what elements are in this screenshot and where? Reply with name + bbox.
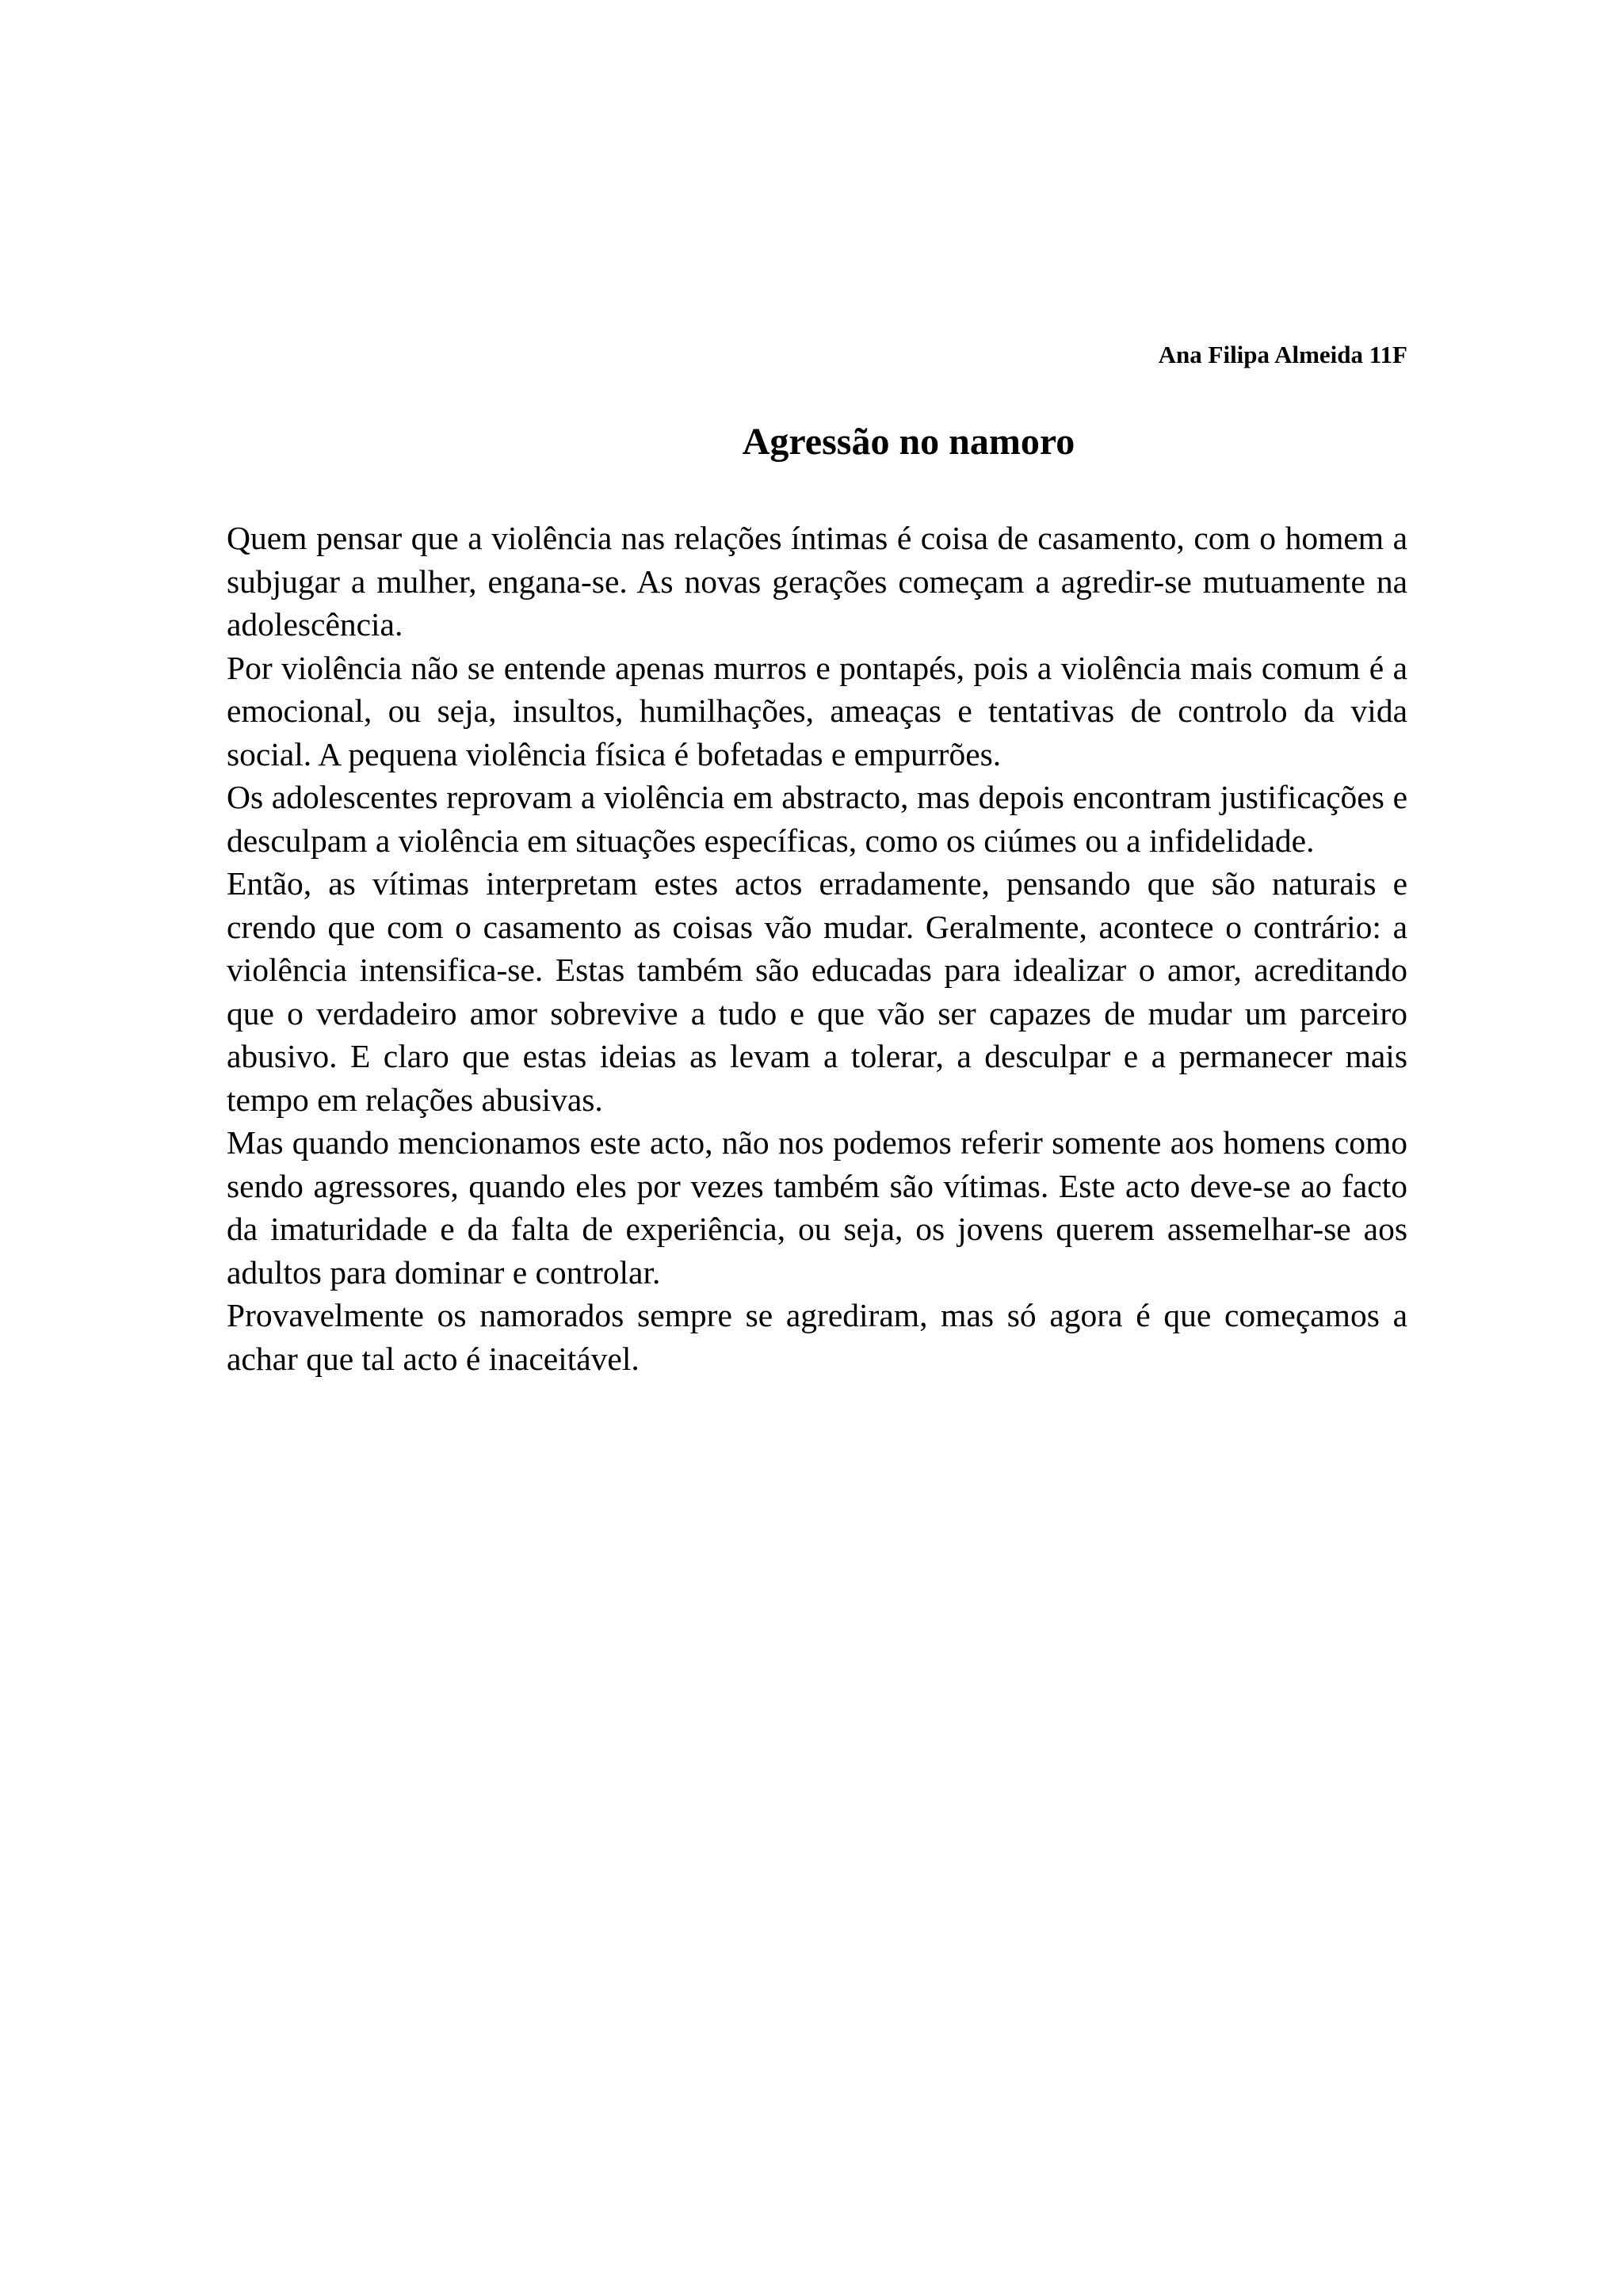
- body-paragraph: Os adolescentes reprovam a violência em abstracto, mas depois encontram justificações e desculpam a violência em situações específicas, como os ciúmes ou a infidelidade.: [227, 779, 1407, 859]
- document-title: Agressão no namoro: [742, 421, 1075, 463]
- body-paragraph: Provavelmente os namorados sempre se agrediram, mas só agora é que começamos a achar que tal acto é inaceitável.: [227, 1297, 1407, 1377]
- body-paragraph: Quem pensar que a violência nas relações íntimas é coisa de casamento, com o homem a subjugar a mulher, engana-se. As novas gerações começam a agredir-se mutuamente na adolescência.: [227, 520, 1407, 643]
- body-paragraph: Então, as vítimas interpretam estes actos erradamente, pensando que são naturais e crendo que com o casamento as coisas vão mudar. Geralmente, acontece o contrário: a violência intensifica-se. Estas também são educadas para idealizar o amor, acreditando que o verdadeiro amor sobrevive a tudo e que vão ser capazes de mudar um parceiro abusivo. E claro que estas ideias as levam a tolerar, a desculpar e a permanecer mais tempo em relações abusivas.: [227, 865, 1407, 1118]
- body-paragraph: Mas quando mencionamos este acto, não nos podemos referir somente aos homens como sendo agressores, quando eles por vezes também são vítimas. Este acto deve-se ao facto da imaturidade e da falta de experiência, ou seja, os jovens querem assemelhar-se aos adultos para dominar e controlar.: [227, 1124, 1407, 1291]
- body-paragraph: Por violência não se entende apenas murros e pontapés, pois a violência mais comum é a emocional, ou seja, insultos, humilhações, ameaças e tentativas de controlo da vida social. A pequena violência física é bofetadas e empurrões.: [227, 649, 1407, 772]
- author-name: Ana Filipa Almeida 11F: [1158, 341, 1407, 368]
- document-body: [227, 517, 1407, 1380]
